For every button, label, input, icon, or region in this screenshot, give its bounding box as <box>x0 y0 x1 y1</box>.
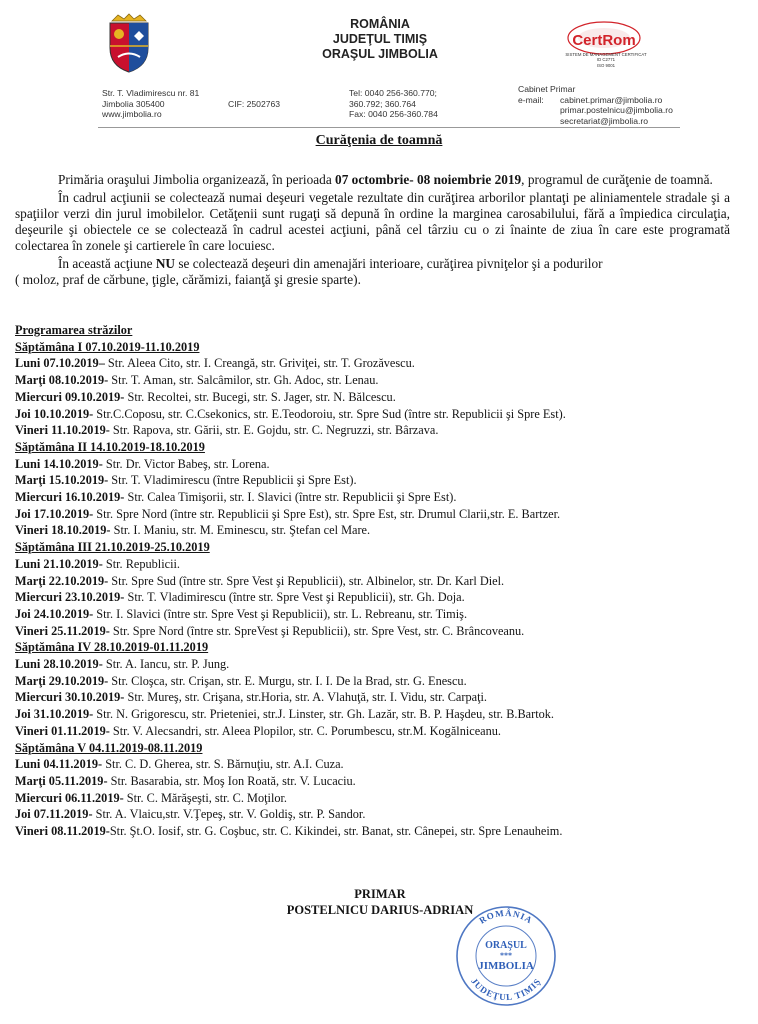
schedule-row <box>15 756 743 773</box>
cif-number: CIF: 2502763 <box>228 99 281 109</box>
schedule-date: Marţi 15.10.2019- <box>15 473 109 488</box>
schedule-row <box>15 489 743 506</box>
schedule-streets: Str. T. Vladimirescu (între str. Spre Vest şi Republicii), str. Gh. Doja. <box>124 590 465 605</box>
schedule-streets: Str. Spre Nord (între str. SpreVest şi Republicii), str. Spre Vest, str. C. Brâncoveanu. <box>109 623 525 638</box>
schedule-row <box>15 790 743 807</box>
week-header: Săptămâna III 21.10.2019-25.10.2019 <box>15 540 210 555</box>
schedule-row <box>15 689 743 706</box>
intro-paragraph: În cadrul acţiunii se colectează numai deşeuri vegetale rezultate din curăţirea arborilor plantaţi pe aliniamentele stradale şi a spaţiilor verzi din jurul imobilelor. Cetăţenii sunt rugaţi să depună în ordine la marginea carosabilului, fără a împiedica circulaţia, deşeurile şi obiectele ce se colectează în cadrul acestei acţiuni, până cel târziu cu o zi înainte de ziua în care este programată colectarea în zonele şi cartierele în care locuiesc. <box>15 190 730 253</box>
schedule-row <box>15 522 743 539</box>
email-link[interactable]: secretariat@jimbolia.ro <box>560 115 649 126</box>
cert-line: ID C2771 <box>596 57 616 63</box>
schedule-streets: Str. C. Mărăşeşti, str. C. Moţilor. <box>123 790 288 805</box>
schedule-row <box>15 606 743 623</box>
header-divider <box>98 127 680 128</box>
emphasis-nu: NU <box>155 256 176 271</box>
schedule-date: Miercuri 09.10.2019- <box>15 389 125 404</box>
schedule-date: Vineri 18.10.2019- <box>15 523 111 538</box>
schedule-date: Miercuri 16.10.2019- <box>15 490 125 505</box>
schedule-streets: Str. Calea Timişorii, str. I. Slavici (între str. Republicii şi Spre Est). <box>124 490 457 505</box>
county-name: JUDEŢUL TIMIŞ <box>332 32 428 46</box>
address-block <box>102 88 222 120</box>
schedule-streets: Str. Republicii. <box>102 556 181 571</box>
schedule-row <box>15 506 743 523</box>
address-line: Jimbolia 305400 <box>102 98 165 109</box>
schedule-date: Miercuri 06.11.2019- <box>15 790 124 805</box>
signature-name: POSTELNICU DARIUS-ADRIAN <box>286 903 474 917</box>
schedule-row <box>15 389 743 406</box>
schedule-date: Joi 17.10.2019- <box>15 506 94 521</box>
schedule-streets: Str. T. Vladimirescu (între Republicii şi Spre Est). <box>108 473 357 488</box>
schedule-title: Programarea străzilor <box>15 323 133 337</box>
schedule-row <box>15 723 743 740</box>
schedule-date: Marţi 29.10.2019- <box>15 673 109 688</box>
week-header: Săptămâna II 14.10.2019-18.10.2019 <box>15 439 205 454</box>
schedule-row <box>15 706 743 723</box>
schedule-date: Luni 04.11.2019- <box>15 757 103 772</box>
schedule-row <box>15 472 743 489</box>
schedule-streets: Str. Mureş, str. Crişana, str.Horia, str. A. Vlahuţă, str. I. Vidu, str. Carpaţi. <box>124 690 487 705</box>
phone-block <box>349 88 499 120</box>
schedule-streets: Str. I. Slavici (între str. Spre Vest şi Republicii), str. L. Rebreanu, str. Timiş. <box>93 606 468 621</box>
stamp-line: ORAŞUL <box>485 940 527 951</box>
document-title: Curăţenia de toamnă <box>315 133 443 148</box>
schedule-row <box>15 623 743 640</box>
schedule-date: Miercuri 30.10.2019- <box>15 690 125 705</box>
schedule-date: Luni 21.10.2019- <box>15 556 103 571</box>
fax-line: Fax: 0040 256-360.784 <box>349 109 438 119</box>
cabinet-block <box>518 84 678 126</box>
schedule-date: Marţi 08.10.2019- <box>15 373 109 388</box>
signature-role: PRIMAR <box>354 887 406 901</box>
schedule-date: Luni 28.10.2019- <box>15 657 103 672</box>
schedule-streets: Str. Aleea Cito, str. I. Creangă, str. Griviţei, str. T. Grozăvescu. <box>104 356 415 371</box>
schedule-streets: Str. I. Maniu, str. M. Eminescu, str. Ştefan cel Mare. <box>110 523 371 538</box>
phone-line: Tel: 0040 256-360.770; <box>349 88 437 98</box>
schedule-streets: Str. Recoltei, str. Bucegi, str. S. Jager, str. N. Bălcescu. <box>124 389 396 404</box>
schedule-date: Joi 07.11.2019- <box>15 807 93 822</box>
svg-text:CertRom: CertRom <box>572 32 636 49</box>
schedule-streets: Str. Spre Sud (între str. Spre Vest şi Republicii), str. Albinelor, str. Dr. Karl Diel. <box>108 573 505 588</box>
week-header: Săptămâna IV 28.10.2019-01.11.2019 <box>15 640 209 655</box>
schedule-date: Joi 31.10.2019- <box>15 707 94 722</box>
schedule-date: Vineri 08.11.2019- <box>15 824 110 839</box>
schedule-streets: Str. Cloşca, str. Crişan, str. E. Murgu, str. I. I. De la Brad, str. G. Enescu. <box>108 673 467 688</box>
schedule-streets: Str. Rapova, str. Gării, str. E. Gojdu, str. C. Negruzzi, str. Bârzava. <box>109 423 439 438</box>
email-label: e-mail: <box>518 94 544 105</box>
schedule-streets: Str. Şt.O. Iosif, str. G. Coşbuc, str. C. Kikindei, str. Banat, str. Cânepei, str. Spre Lenauheim. <box>109 824 563 839</box>
schedule-streets: Str. Basarabia, str. Moş Ion Roată, str. V. Lucaciu. <box>107 773 356 788</box>
schedule-date: Miercuri 23.10.2019- <box>15 590 125 605</box>
period-dates: 07 octombrie- 08 noiembrie 2019 <box>335 172 522 187</box>
schedule-date: Vineri 01.11.2019- <box>15 723 110 738</box>
schedule-row <box>15 673 743 690</box>
schedule-date: Joi 10.10.2019- <box>15 406 94 421</box>
week-header: Săptămâna V 04.11.2019-08.11.2019 <box>15 740 203 755</box>
schedule-streets: Str. C. D. Gherea, str. S. Bărnuţiu, str. A.I. Cuza. <box>102 757 344 772</box>
address-line: Str. T. Vladimirescu nr. 81 <box>102 88 200 98</box>
schedule-date: Vineri 25.11.2019- <box>15 623 110 638</box>
schedule-streets: Str. V. Alecsandri, str. Aleea Plopilor, str. C. Porumbescu, str.M. Kogălniceanu. <box>109 723 502 738</box>
phone-line: 360.792; 360.764 <box>349 98 416 109</box>
schedule-streets: Str. Dr. Victor Babeş, str. Lorena. <box>102 456 270 471</box>
cert-line: ISO 9001 <box>596 62 616 68</box>
cert-line: SISTEM DE MANAGEMENT CERTIFICAT <box>565 52 647 57</box>
schedule-streets: Str. N. Grigorescu, str. Prieteniei, str.J. Linster, str. Gh. Lazăr, str. B. P. Haşdeu, str. B.Bartok. <box>93 707 555 722</box>
intro-paragraph: Primăria oraşului Jimbolia organizează, în perioada 07 octombrie- 08 noiembrie 2019, programul de curăţenie de toamnă. <box>58 172 713 187</box>
schedule-streets: Str. T. Aman, str. Salcâmilor, str. Gh. Adoc, str. Lenau. <box>108 373 379 388</box>
schedule-date: Marţi 05.11.2019- <box>15 773 108 788</box>
schedule-row <box>15 406 743 423</box>
weeks-list <box>15 339 743 840</box>
intro-paragraph: În această acţiune NU se colectează deşeuri din amenajări interioare, curăţirea pivniţelor şi a podurilor ( moloz, praf de cărbune, ţigle, cărămizi, faianţă şi gresie sparte). <box>15 256 603 287</box>
schedule-row <box>15 573 743 590</box>
schedule-date: Joi 24.10.2019- <box>15 606 94 621</box>
city-name: ORAŞUL JIMBOLIA <box>322 47 438 61</box>
coat-of-arms-icon <box>104 12 154 74</box>
week-header: Săptămâna I 07.10.2019-11.10.2019 <box>15 339 200 354</box>
stamp-bottom-text: JUDEŢUL TIMIŞ <box>469 976 543 1003</box>
schedule-row <box>15 806 743 823</box>
cert-details <box>564 52 648 68</box>
schedule-date: Luni 14.10.2019- <box>15 456 103 471</box>
schedule-streets: Str. A. Iancu, str. P. Jung. <box>102 657 230 672</box>
schedule-row <box>15 656 743 673</box>
schedule-streets: Str. Spre Nord (între str. Republicii şi Spre Est), str. Spre Est, str. Drumul Clarii,str. E. Bartzer. <box>93 506 561 521</box>
schedule-row <box>15 372 743 389</box>
schedule-streets: Str. A. Vlaicu,str. V.Ţepeş, str. V. Goldiş, str. P. Sandor. <box>92 807 366 822</box>
schedule-row <box>15 823 743 840</box>
email-link[interactable]: primar.postelnicu@jimbolia.ro <box>560 105 673 115</box>
letterhead <box>250 17 510 62</box>
schedule-date: Luni 07.10.2019– <box>15 356 105 371</box>
country-name: ROMÂNIA <box>350 17 410 31</box>
street-schedule <box>15 322 743 840</box>
schedule-row <box>15 456 743 473</box>
schedule-row <box>15 556 743 573</box>
schedule-date: Marţi 22.10.2019- <box>15 573 109 588</box>
email-link[interactable]: cabinet.primar@jimbolia.ro <box>560 94 663 105</box>
schedule-row <box>15 422 743 439</box>
stamp-line: JIMBOLIA <box>478 960 534 972</box>
certrom-logo-icon <box>560 12 648 82</box>
stamp-stars: *** <box>500 951 512 960</box>
stamp-top-text: ROMÂNIA <box>477 907 535 926</box>
intro-text <box>15 172 730 290</box>
schedule-row <box>15 589 743 606</box>
schedule-row <box>15 355 743 372</box>
website-link[interactable]: www.jimbolia.ro <box>102 109 162 119</box>
schedule-row <box>15 773 743 790</box>
schedule-streets: Str.C.Coposu, str. C.Csekonics, str. E.Teodoroiu, str. Spre Sud (între str. Republicii şi Spre Est). <box>93 406 566 421</box>
schedule-date: Vineri 11.10.2019- <box>15 423 110 438</box>
official-stamp-icon <box>452 900 560 1008</box>
cabinet-title: Cabinet Primar <box>518 84 576 94</box>
